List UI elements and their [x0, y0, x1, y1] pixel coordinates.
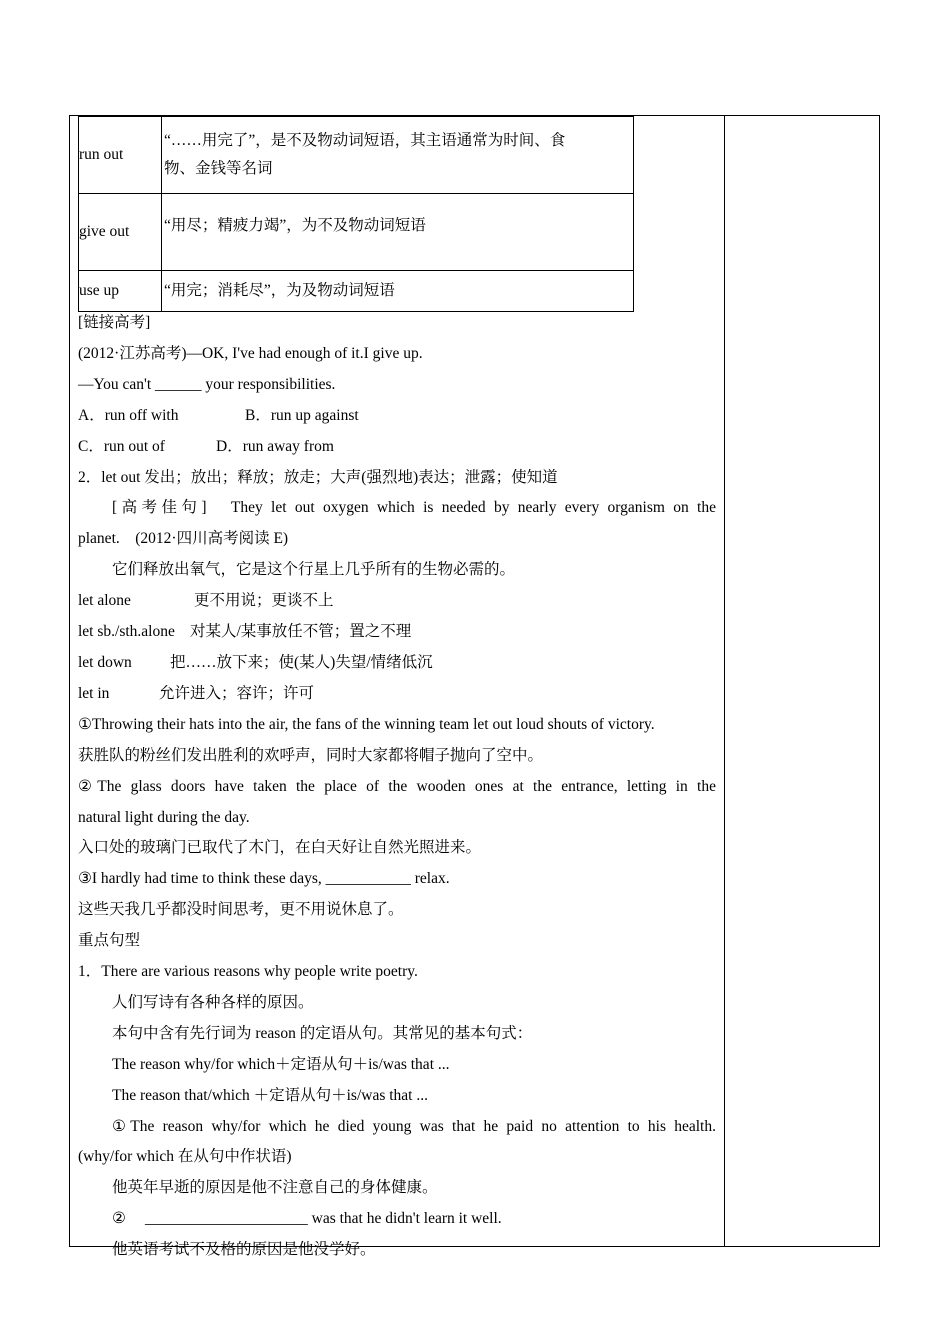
- phrase-meaning: 对某人/某事放任不管；置之不理: [190, 623, 412, 641]
- table-row: [79, 194, 634, 271]
- phrase-meaning: 更不用说；更谈不上: [194, 592, 334, 610]
- text-fragment: was that he didn't learn it well.: [307, 1210, 502, 1228]
- text-fragment: ③I hardly had time to think these days,: [78, 870, 326, 888]
- sentence-pattern: The reason why/for which＋定语从句＋is/was that ...: [112, 1055, 450, 1073]
- option-a: A．run off with: [78, 406, 179, 424]
- example-sentence-cont: planet. (2012·四川高考阅读 E): [78, 530, 289, 548]
- example-translation: 这些天我几乎都没时间思考，更不用说休息了。: [78, 901, 404, 919]
- phrase-item: [78, 648, 716, 679]
- example-translation: 它们释放出氧气，它是这个行星上几乎所有的生物必需的。: [112, 561, 516, 579]
- exam-question: (2012·江苏高考)—OK, I've had enough of it.I give up.: [78, 344, 423, 362]
- table-meaning-cell: [162, 271, 634, 312]
- example-translation: 入口处的玻璃门已取代了木门，在白天好让自然光照进来。: [78, 839, 482, 857]
- table-meaning-cell: [162, 194, 634, 271]
- section-heading: [链接高考]: [78, 314, 151, 331]
- table-term-cell: give out: [79, 194, 162, 271]
- table-term-cell: use up: [79, 271, 162, 312]
- example-translation: 他英语考试不及格的原因是他没学好。: [112, 1241, 376, 1259]
- text-fragment: relax.: [410, 870, 450, 888]
- fill-in-sentence: [78, 864, 716, 895]
- example-translation: 获胜队的粉丝们发出胜利的欢呼声，同时大家都将帽子抛向了空中。: [78, 746, 544, 764]
- phrase-item: [78, 679, 716, 710]
- text-fragment: your responsibilities.: [201, 375, 336, 393]
- phrase-term: let down: [78, 653, 132, 671]
- example-sentence: ①Throwing their hats into the air, the fans of the winning team let out loud shouts of victory.: [78, 715, 655, 733]
- sentence-translation: 人们写诗有各种各样的原因。: [112, 993, 314, 1011]
- phrase-item: [78, 617, 716, 648]
- table-term-cell: run out: [79, 117, 162, 194]
- item-marker: ②: [112, 1210, 126, 1228]
- section-heading: 重点句型: [78, 932, 141, 950]
- options-row: [78, 432, 716, 463]
- example-sentence-cont: (why/for which 在从句中作状语): [78, 1148, 292, 1166]
- meaning-line: “用尽；精疲力竭”，为不及物动词短语: [164, 217, 426, 234]
- phrase-term: let in: [78, 684, 110, 702]
- answer-blank: _____________________: [145, 1210, 308, 1228]
- text-fragment: —You can't: [78, 375, 156, 393]
- phrase-meaning: 把……放下来；使(某人)失望/情绪低沉: [170, 653, 433, 671]
- phrase-meaning: 允许进入；容许；许可: [159, 684, 315, 702]
- option-d: D．run away from: [216, 437, 334, 455]
- sentence-pattern: The reason that/which ＋定语从句＋is/was that ...: [112, 1086, 428, 1104]
- sentence-explanation: 本句中含有先行词为 reason 的定语从句。其常见的基本句式：: [112, 1024, 533, 1042]
- sentence-item: 1．There are various reasons why people write poetry.: [78, 963, 418, 981]
- example-sentence: ②The glass doors have taken the place of the wooden ones at the entrance, letting in the: [78, 777, 716, 795]
- notes-column-divider: [724, 116, 725, 1246]
- example-sentence: [高考佳句] They let out oxygen which is needed by nearly every organism on the: [112, 499, 716, 517]
- meaning-line: 物、金钱等名词: [164, 160, 273, 177]
- phrase-comparison-table: [78, 116, 634, 312]
- example-sentence-cont: natural light during the day.: [78, 808, 250, 826]
- phrase-term: let alone: [78, 592, 131, 610]
- example-translation: 他英年早逝的原因是他不注意自己的身体健康。: [112, 1179, 438, 1197]
- meaning-line: “……用完了”，是不及物动词短语，其主语通常为时间、食: [164, 132, 566, 149]
- phrase-term: let sb./sth.alone: [78, 623, 175, 641]
- table-meaning-cell: [162, 117, 634, 194]
- meaning-line: “用完；消耗尽”，为及物动词短语: [164, 282, 395, 299]
- option-b: B．run up against: [245, 406, 359, 424]
- table-row: [79, 117, 634, 194]
- answer-blank: ______: [155, 375, 202, 393]
- lesson-frame: [69, 115, 880, 1259]
- fill-in-sentence: [78, 1204, 716, 1235]
- option-c: C．run out of: [78, 437, 165, 455]
- phrase-item: [78, 586, 716, 617]
- phrase-title: 2．let out 发出；放出；释放；放走；大声(强烈地)表达；泄露；使知道: [78, 468, 558, 486]
- lesson-content: [78, 308, 716, 1266]
- exam-question-line: [78, 370, 716, 401]
- options-row: [78, 401, 716, 432]
- table-row: [79, 271, 634, 312]
- answer-blank: ___________: [325, 870, 411, 888]
- example-sentence: ①The reason why/for which he died young was that he paid no attention to his health.: [112, 1117, 716, 1135]
